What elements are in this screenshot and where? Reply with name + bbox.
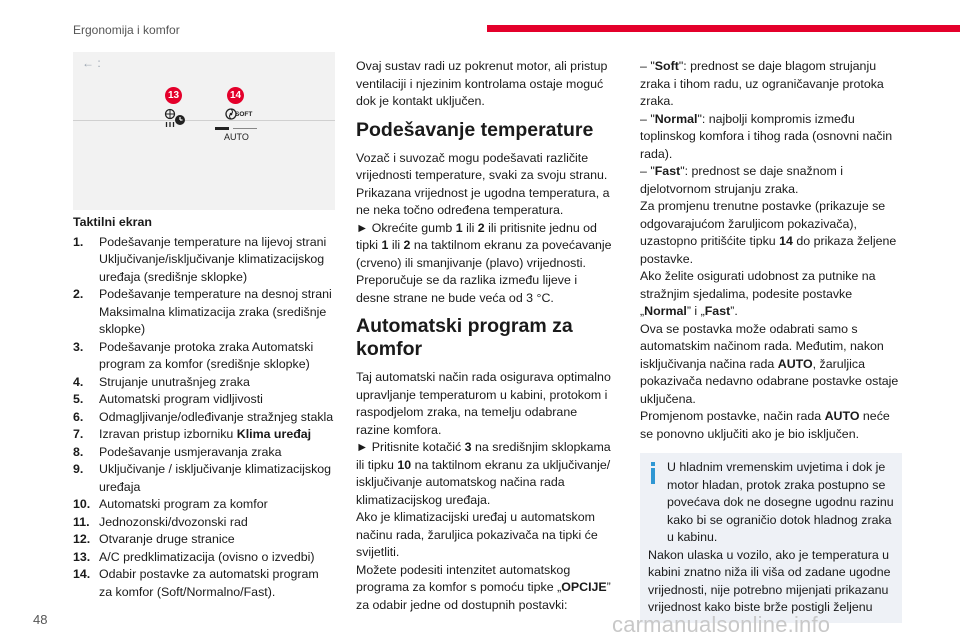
info-box (640, 453, 902, 623)
legend-number: 1. (73, 234, 84, 249)
auto-only-paragraph: Ova se postavka može odabrati samo s automatskim načinom rada. Međutim, nakon isključivanja načina rada AUTO, žaruljica pokazivača nedavno odabrane postavke ostaje uključena. (640, 321, 899, 406)
auto-paragraph-d: Možete podesiti intenzitet automatskog programa za komfor s pomoću tipke „OPCIJE” za odabir jedne od dostupnih postavki: (356, 562, 611, 612)
legend-item (73, 444, 335, 462)
legend-number: 12. (73, 532, 91, 546)
legend-item (73, 461, 335, 496)
rear-passengers-paragraph: Ako želite osigurati udobnost za putnike na stražnjim sjedalima, podesite postavke „Normal” i „Fast”. (640, 269, 876, 318)
legend-item (73, 426, 335, 444)
heading-auto-program: Automatski program za komfor (356, 315, 573, 360)
legend-text: Podešavanje temperature na lijevoj strani Uključivanje/isključivanje klimatizacijskog uređaja (središnje sklopke) (99, 234, 327, 284)
legend-text: Jednozonski/dvozonski rad (99, 514, 248, 529)
section-title: Ergonomija i komfor (73, 23, 180, 37)
legend-item (73, 514, 335, 532)
auto-label: AUTO (224, 132, 249, 142)
legend-text: Podešavanje temperature na desnoj strani Maksimalna klimatizacija zraka (središnje sklopke) (99, 287, 332, 336)
legend-text: Otvaranje druge stranice (99, 532, 235, 546)
legend-text: Automatski program vidljivosti (99, 392, 263, 406)
legend-text: Izravan pristup izborniku (99, 427, 237, 441)
legend-text: Strujanje unutrašnjeg zraka (99, 374, 250, 389)
legend-number: 11. (73, 514, 90, 529)
info-paragraph-b: Nakon ulaska u vozilo, ako je temperatura u kabini znatno niža ili viša od zadane ugodne vrijednosti, nije potrebno mijenjati prikazanu vrijednost kako biste brže postigli željenu (648, 547, 891, 614)
setting-indicator-active (215, 127, 229, 130)
legend-column (73, 214, 335, 601)
temp-paragraph-d: Preporučuje se da razlika između lijeve i desne strane ne bude veća od 3 °C. (356, 273, 578, 305)
legend-text: Automatski program za komfor (99, 497, 268, 511)
legend-item (73, 409, 335, 427)
legend-text: A/C predklimatizacija (ovisno o izvedbi) (99, 549, 315, 564)
option-normal: – "Normal": najbolji kompromis između toplinskog komfora i tihog rada (osnovni način rada). (640, 111, 893, 161)
legend-item (73, 391, 335, 409)
legend-number: 5. (73, 392, 84, 406)
temp-paragraph-c: ► Okrećite gumb 1 ili 2 ili pritisnite jednu od tipki 1 ili 2 na taktilnom ekranu za povećavanje (crveno) ili smanjivanje (plavo) vrijednosti. (356, 220, 612, 270)
legend-text: Odmagljivanje/odleđivanje stražnjeg stakla (99, 409, 334, 424)
legend-number: 2. (73, 287, 84, 301)
middle-column (356, 58, 612, 614)
heading-temperature: Podešavanje temperature (356, 118, 594, 141)
setting-indicator (233, 128, 257, 129)
auto-reenable-paragraph: Promjenom postavke, način rada AUTO neće se ponovno uključiti ako je bio isključen. (640, 409, 890, 441)
figure-caption: Taktilni ekran (73, 215, 152, 229)
option-soft: – "Soft": prednost se daje blagom strujanju zraka i tihom radu, uz ograničavanje protoka zraka. (640, 59, 884, 108)
legend-text: Uključivanje / isključivanje klimatizacijskog uređaja (99, 462, 332, 494)
back-arrow-icon: ← : (82, 56, 101, 70)
legend-number: 4. (73, 374, 84, 389)
legend-item (73, 549, 335, 567)
legend-number: 6. (73, 409, 84, 424)
auto-paragraph-a: Taj automatski način rada osigurava optimalno upravljanje temperaturom u kabini, protokom i raspodjelom zraka, na temelju odabrane razine komfora. (356, 370, 611, 437)
legend-number: 8. (73, 444, 84, 459)
ac-clock-icon (163, 108, 189, 130)
temp-paragraph-a: Vozač i suvozač mogu podešavati različite vrijednosti temperature, svaki za svoju stranu. (356, 150, 608, 182)
legend-text: Podešavanje usmjeravanja zraka (99, 444, 282, 459)
legend-item (73, 339, 335, 374)
header-accent-bar (487, 25, 960, 32)
legend-text: Odabir postavke za automatski program za komfor (Soft/Normalno/Fast). (99, 567, 319, 599)
auto-paragraph-c: Ako je klimatizacijski uređaj u automatskom načinu rada, žaruljica pokazivača na tipki će svijetliti. (356, 510, 598, 559)
touchscreen-figure (73, 52, 335, 210)
legend-item (73, 566, 335, 601)
legend-item (73, 531, 335, 549)
legend-item (73, 374, 335, 392)
callout-14: 14 (227, 87, 244, 104)
info-paragraph-a: U hladnim vremenskim uvjetima i dok je motor hladan, protok zraka postupno se povećava dok ne dosegne ugodnu razinu kako bi se ograničio dotok hladnog zraka u kabinu. (667, 460, 894, 544)
intro-paragraph: Ovaj sustav radi uz pokrenut motor, ali pristup ventilaciji i njezinim kontrolama ostaje moguć dok je kontakt uključen. (356, 59, 608, 108)
page-number: 48 (33, 612, 48, 627)
option-fast: – "Fast": prednost se daje snažnom i djelotvornom strujanju zraka. (640, 164, 844, 196)
legend-item (73, 234, 335, 287)
temp-paragraph-b: Prikazana vrijednost je ugodna temperatura, a ne neka točno određena temperatura. (356, 185, 610, 217)
callout-13: 13 (165, 87, 182, 104)
screen-divider (73, 120, 335, 121)
legend-item (73, 496, 335, 514)
legend-number: 9. (73, 462, 84, 476)
legend-list (73, 234, 335, 602)
legend-text: Podešavanje protoka zraka Automatski program za komfor (središnje sklopke) (99, 339, 314, 371)
right-column (640, 58, 902, 623)
auto-paragraph-b: ► Pritisnite kotačić 3 na središnjim sklopkama ili tipku 10 na taktilnom ekranu za uključivanje/ isključivanje automatskog načina rada klimatizacijskog uređaja. (356, 440, 611, 507)
watermark: carmanualsonline.info (612, 612, 831, 637)
legend-item (73, 286, 335, 339)
legend-number: 7. (73, 427, 84, 441)
legend-number: 13. (73, 549, 91, 564)
legend-bold-text: Klima uređaj (236, 427, 312, 441)
legend-number: 10. (73, 497, 91, 511)
change-setting-paragraph: Za promjenu trenutne postavke (prikazuje se odgovarajućom žaruljicom pokazivača), uzastopno pritišćite tipku 14 do prikaza željene postavke. (640, 199, 897, 266)
legend-number: 14. (73, 567, 91, 581)
legend-number: 3. (73, 339, 84, 354)
soft-label: SOFT (235, 111, 253, 118)
